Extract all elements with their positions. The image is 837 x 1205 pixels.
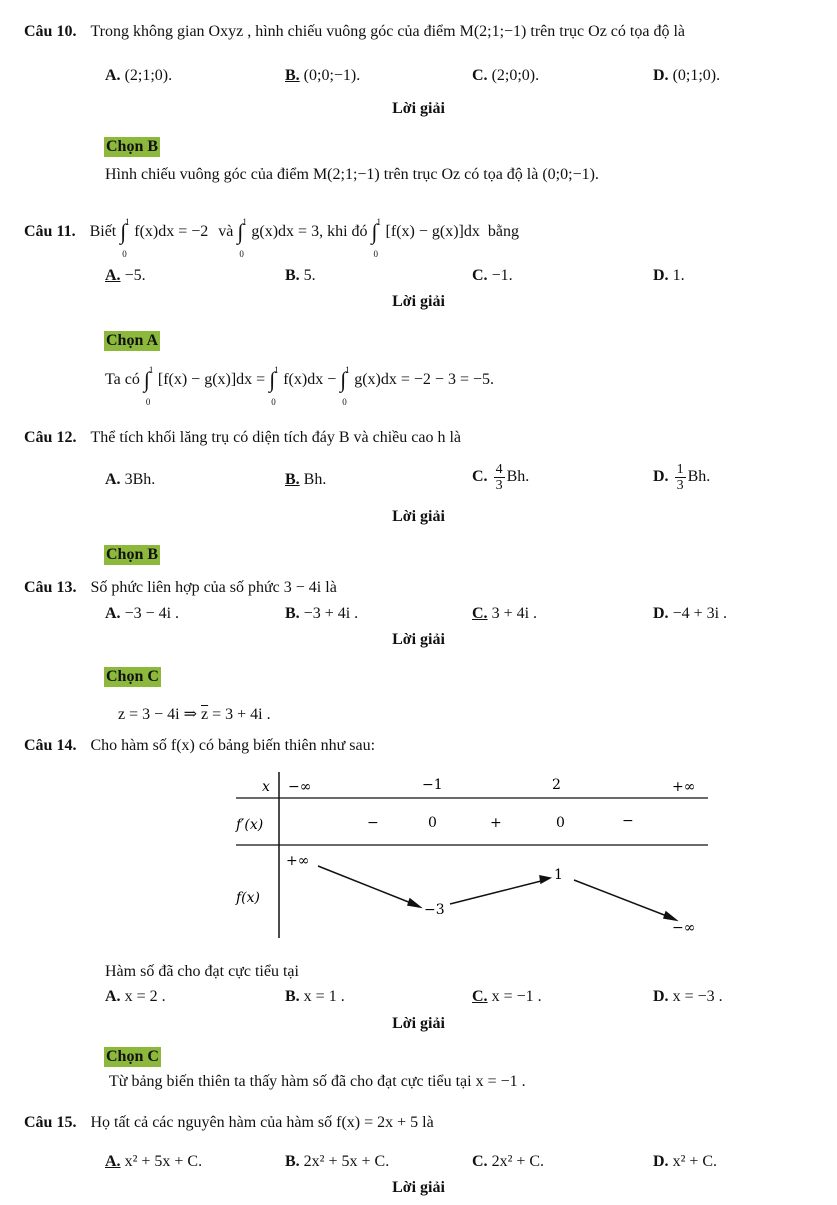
q11-option-c: C. −1. — [472, 267, 513, 284]
x-value: −∞ — [288, 779, 312, 795]
q10-solution-heading: Lời giải — [392, 100, 445, 117]
q10-option-d: D. (0;1;0). — [653, 67, 721, 84]
fprime-sign: + — [490, 815, 502, 831]
q14-statement: Câu 14. Cho hàm số f(x) có bảng biến thiên như sau: — [24, 737, 376, 754]
q12-option-d: D. $\frac{1}{3}$ Bh. — [653, 462, 711, 493]
q10-label: Câu 10. — [24, 23, 77, 40]
q12-solution-heading: Lời giải — [392, 508, 445, 525]
q12-option-c: C. $\frac{4}{3}$ Bh. — [472, 462, 530, 493]
q11-option-a: A. −5. — [105, 267, 146, 284]
fprime-sign: 0 — [428, 815, 437, 831]
q13-option-a: A. −3 − 4i . — [105, 605, 180, 622]
q13-solution-heading: Lời giải — [392, 631, 445, 648]
fprime-sign: 0 — [556, 815, 565, 831]
q10-statement — [24, 22, 685, 42]
q14-option-a: A. x = 2 . — [105, 988, 166, 1005]
q14-option-c: C. x = −1 . — [472, 988, 542, 1005]
q14-answer: Chọn C — [106, 1048, 159, 1065]
integral-sign: ∫ 1 0 — [269, 365, 279, 408]
q12-option-b: B. Bh. — [285, 471, 327, 488]
f-value: −∞ — [672, 920, 696, 936]
q13-explanation: z = 3 − 4i ⇒ $\overline{z} = 3 + 4i$ . — [118, 706, 271, 723]
f-value: 1 — [554, 867, 563, 883]
x-label: x — [262, 779, 270, 795]
integral-sign: ∫ 1 0 — [237, 217, 247, 260]
f-label: f(x) — [236, 890, 261, 906]
fprime-sign: − — [367, 815, 379, 831]
q11-answer: Chọn A — [106, 332, 159, 349]
q14-question: Hàm số đã cho đạt cực tiểu tại — [105, 963, 299, 980]
q10-option-b: B. (0;0;−1). — [285, 67, 361, 84]
arrowhead — [540, 876, 550, 883]
decrease-arrow — [318, 866, 416, 905]
integral-sign: ∫ 1 0 — [143, 365, 154, 408]
q10-option-c: C. (2;0;0). — [472, 67, 540, 84]
fprime-sign: − — [622, 813, 634, 829]
q15-solution-heading: Lời giải — [392, 1179, 445, 1196]
integral-sign: ∫ 1 0 — [371, 217, 382, 260]
variation-table — [232, 770, 712, 942]
q15-option-a: A. x² + 5x + C. — [105, 1153, 203, 1170]
q13-statement: Câu 13. Số phức liên hợp của số phức 3 − 4i là — [24, 579, 337, 596]
q15-option-b: B. 2x² + 5x + C. — [285, 1153, 390, 1170]
q11-statement: Câu 11. Biết ∫ 1 0 f(x)dx = −2 và ∫ 1 0 g(x)dx = 3, khi đó ∫ 1 0 [f(x) − g(x)]dx bằng — [24, 217, 519, 260]
x-value: 2 — [552, 777, 561, 793]
q12-answer: Chọn B — [106, 546, 159, 563]
q15-statement: Câu 15. Họ tất cả các nguyên hàm của hàm số f(x) = 2x + 5 là — [24, 1114, 434, 1131]
integral-sign: ∫ 1 0 — [120, 217, 130, 260]
q15-option-d: D. x² + C. — [653, 1153, 718, 1170]
q10-option-a: A. (2;1;0). — [105, 67, 173, 84]
q11-option-d: D. 1. — [653, 267, 685, 284]
x-value: −1 — [422, 777, 443, 793]
q10-text: Trong không gian Oxyz , hình chiếu vuông góc của điểm M(2;1;−1) trên trục Oz có tọa độ là — [90, 23, 685, 40]
q14-option-d: D. x = −3 . — [653, 988, 723, 1005]
increase-arrow — [450, 880, 545, 904]
x-value: +∞ — [672, 779, 696, 795]
q13-option-d: D. −4 + 3i . — [653, 605, 728, 622]
q13-answer: Chọn C — [106, 668, 159, 685]
fprime-label: f′(x) — [236, 817, 264, 833]
q14-explanation: Từ bảng biến thiên ta thấy hàm số đã cho đạt cực tiểu tại x = −1 . — [109, 1073, 526, 1090]
q11-solution-heading: Lời giải — [392, 293, 445, 310]
q10-explanation: Hình chiếu vuông góc của điểm M(2;1;−1) trên trục Oz có tọa độ là (0;0;−1). — [105, 166, 599, 183]
q13-option-c: C. 3 + 4i . — [472, 605, 538, 622]
q15-option-c: C. 2x² + C. — [472, 1153, 545, 1170]
q13-option-b: B. −3 + 4i . — [285, 605, 359, 622]
arrowhead — [408, 899, 420, 907]
q11-option-b: B. 5. — [285, 267, 316, 284]
decrease-arrow — [574, 880, 672, 918]
arrowhead — [664, 912, 676, 920]
q10-answer: Chọn B — [106, 138, 159, 155]
q14-solution-heading: Lời giải — [392, 1015, 445, 1032]
q12-option-a: A. 3Bh. — [105, 471, 156, 488]
q14-option-b: B. x = 1 . — [285, 988, 345, 1005]
q12-statement: Câu 12. Thể tích khối lăng trụ có diện tích đáy B và chiều cao h là — [24, 429, 461, 446]
f-value: −3 — [424, 902, 445, 918]
integral-sign: ∫ 1 0 — [340, 365, 350, 408]
q11-explanation: Ta có ∫ 1 0 [f(x) − g(x)]dx = ∫ 1 0 f(x)dx − ∫ 1 0 g(x)dx = −2 − 3 = −5. — [105, 365, 494, 408]
f-value: +∞ — [286, 853, 310, 869]
